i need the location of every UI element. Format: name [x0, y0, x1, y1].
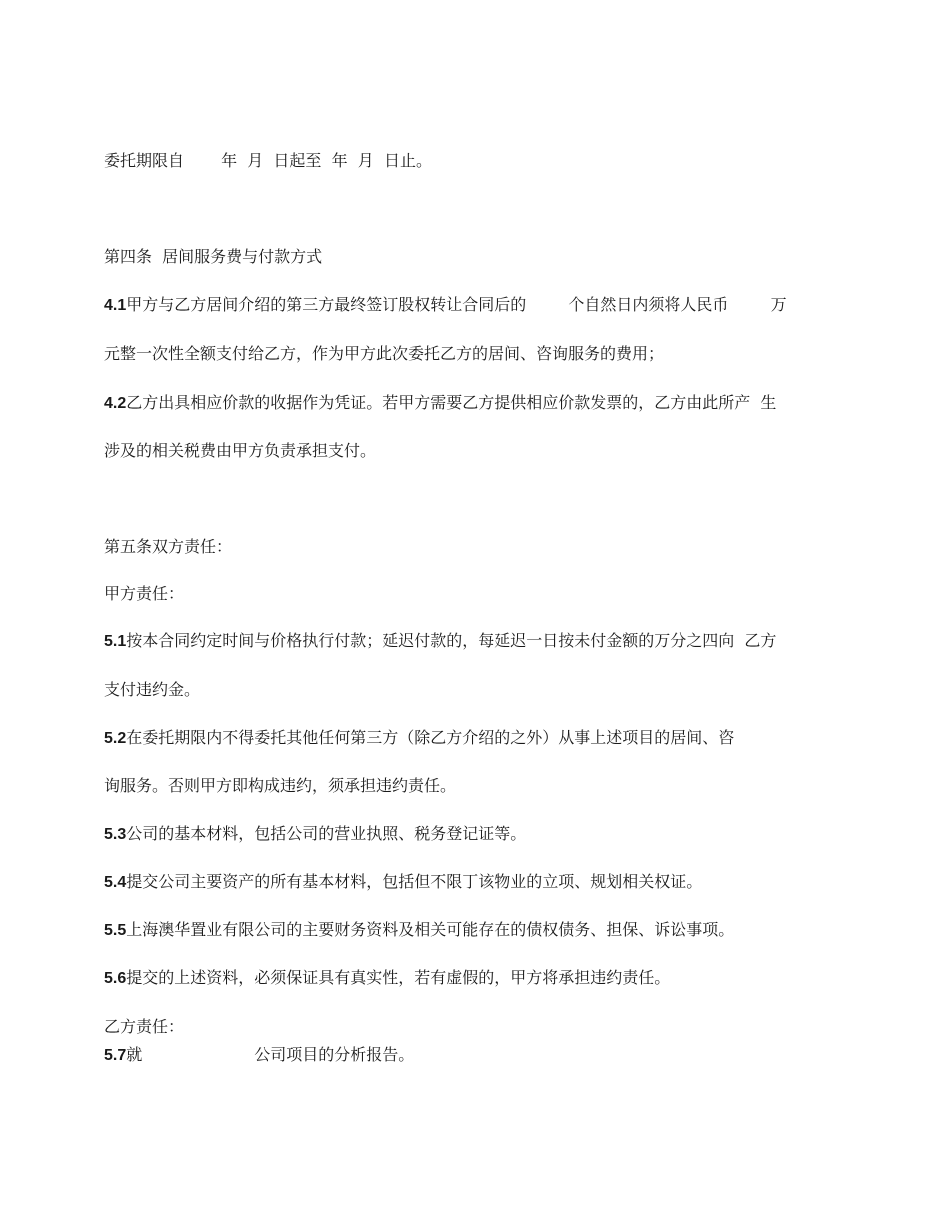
clause-5-1-cont: 支付违约金。 — [104, 680, 201, 699]
clause-5-4 — [104, 872, 702, 893]
clause-4-1-cont: 元整一次性全额支付给乙方，作为甲方此次委托乙方的居间、咨询服务的费用； — [104, 344, 665, 363]
clause-number: 5.6 — [104, 970, 127, 987]
clause-text: 按本合同约定时间与价格执行付款；延迟付款的，每延迟一日按未付金额的万分之四向 乙方 — [126, 631, 777, 650]
clause-number: 5.4 — [104, 874, 127, 891]
clause-text: 上海澳华置业有限公司的主要财务资料及相关可能存在的债权债务、担保、诉讼事项。 — [126, 920, 735, 939]
clause-5-6 — [104, 968, 670, 989]
entrust-period-line: 委托期限自 年 月 日起至 年 月 日止。 — [104, 151, 432, 170]
clause-5-2 — [104, 728, 734, 749]
clause-5-5 — [104, 920, 734, 941]
clause-5-3 — [104, 824, 526, 845]
clause-5-7 — [104, 1045, 414, 1066]
clause-5-1 — [104, 631, 776, 652]
clause-number: 5.2 — [104, 730, 127, 747]
clause-number: 5.5 — [104, 922, 127, 939]
clause-5-2-cont: 询服务。否则甲方即构成违约，须承担违约责任。 — [104, 776, 457, 795]
clause-text: 公司的基本材料，包括公司的营业执照、税务登记证等。 — [126, 824, 527, 843]
party-b-heading: 乙方责任： — [104, 1017, 185, 1036]
clause-text: 就 公司项目的分析报告。 — [126, 1045, 415, 1064]
clause-number: 4.2 — [104, 395, 127, 412]
clause-text: 甲方与乙方居间介绍的第三方最终签订股权转让合同后的 个自然日内须将人民币 万 — [126, 295, 787, 314]
clause-number: 5.3 — [104, 826, 127, 843]
clause-text: 提交公司主要资产的所有基本材料，包括但不限丁该物业的立项、规划相关权证。 — [126, 872, 703, 891]
clause-text: 在委托期限内不得委托其他任何第三方（除乙方介绍的之外）从事上述项目的居间、咨 — [126, 728, 735, 747]
clause-text: 提交的上述资料，必须保证具有真实性，若有虚假的，甲方将承担违约责任。 — [126, 968, 671, 987]
article4-heading: 第四条 居间服务费与付款方式 — [104, 247, 323, 266]
clause-number: 5.1 — [104, 633, 127, 650]
clause-4-2-cont: 涉及的相关税费由甲方负责承担支付。 — [104, 441, 377, 460]
party-a-heading: 甲方责任： — [104, 584, 185, 603]
clause-text: 乙方出具相应价款的收据作为凭证。若甲方需要乙方提供相应价款发票的，乙方由此所产 生 — [126, 393, 777, 412]
article5-heading: 第五条双方责任： — [104, 537, 233, 556]
clause-4-1 — [104, 295, 787, 316]
clause-number: 5.7 — [104, 1047, 127, 1064]
clause-number: 4.1 — [104, 297, 127, 314]
clause-4-2 — [104, 393, 776, 414]
